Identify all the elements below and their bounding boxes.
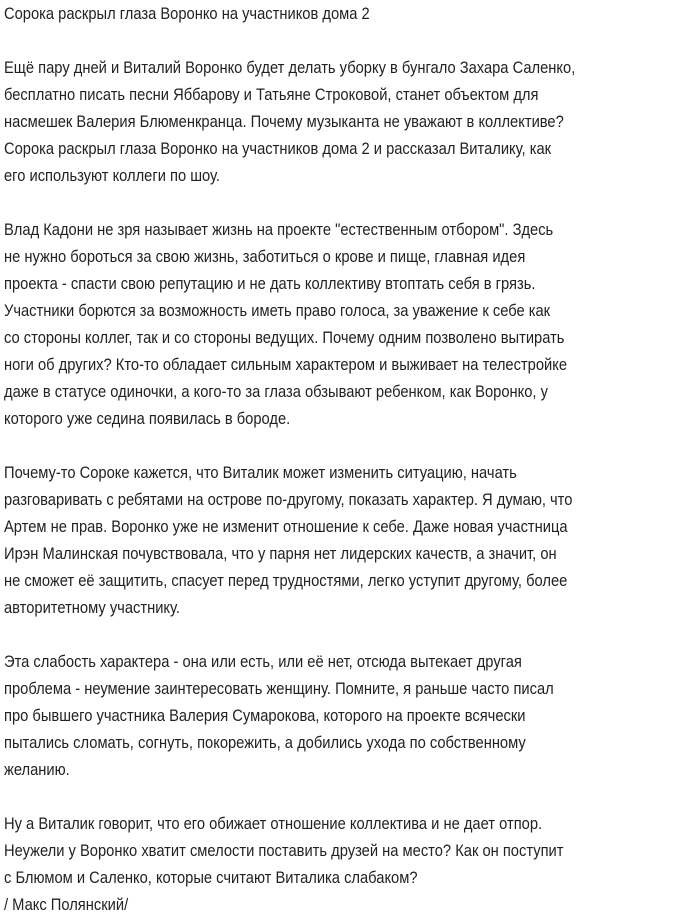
text-line: проекта - спасти свою репутацию и не дать коллективу втоптать себя в грязь. <box>4 274 536 293</box>
text-line: авторитетному участнику. <box>4 598 181 617</box>
text-line: Сорока раскрыл глаза Воронко на участников дома 2 и рассказал Виталику, как <box>4 139 552 158</box>
spacer <box>4 189 661 216</box>
text-line: Эта слабость характера - она или есть, или её нет, отсюда вытекает другая <box>4 652 522 671</box>
text-line: Участники борются за возможность иметь право голоса, за уважение к себе как <box>4 301 551 320</box>
text-line: со стороны коллег, так и со стороны ведущих. Почему одним позволено вытирать <box>4 328 565 347</box>
paragraph-4 <box>4 648 661 783</box>
text-line: даже в статусе одиночки, а кого-то за глаза обзывают ребенком, как Воронко, у <box>4 382 548 401</box>
article <box>4 0 661 918</box>
spacer <box>4 783 661 810</box>
text-line: про бывшего участника Валерия Сумарокова, которого на проекте всячески <box>4 706 526 725</box>
text-line: желанию. <box>4 760 70 779</box>
text-line: насмешек Валерия Блюменкранца. Почему музыканта не уважают в коллективе? <box>4 112 564 131</box>
spacer <box>4 432 661 459</box>
text-line: разговаривать с ребятами на острове по-другому, показать характер. Я думаю, что <box>4 490 573 509</box>
text-line: проблема - неумение заинтересовать женщину. Помните, я раньше часто писал <box>4 679 554 698</box>
text-line: ноги об других? Кто-то обладает сильным характером и выживает на телестройке <box>4 355 568 374</box>
text-line: Артем не прав. Воронко уже не изменит отношение к себе. Даже новая участница <box>4 517 568 536</box>
paragraph-1 <box>4 54 661 189</box>
paragraph-5 <box>4 810 661 918</box>
text-line: Ну а Виталик говорит, что его обижает отношение коллектива и не дает отпор. <box>4 814 543 833</box>
author-signature: / Макс Полянский/ <box>4 895 129 914</box>
text-line: его используют коллеги по шоу. <box>4 166 221 185</box>
spacer <box>4 27 661 54</box>
text-line: которого уже седина появилась в бороде. <box>4 409 291 428</box>
article-title: Сорока раскрыл глаза Воронко на участников дома 2 <box>4 4 370 23</box>
spacer <box>4 621 661 648</box>
text-line: не нужно бороться за свою жизнь, заботиться о крове и пище, главная идея <box>4 247 526 266</box>
text-line: Влад Кадони не зря называет жизнь на проекте "естественным отбором". Здесь <box>4 220 554 239</box>
text-line: бесплатно писать песни Яббарову и Татьяне Строковой, станет объектом для <box>4 85 539 104</box>
text-line: Неужели у Воронко хватит смелости поставить друзей на место? Как он поступит <box>4 841 564 860</box>
text-line: пытались сломать, согнуть, покорежить, а добились ухода по собственному <box>4 733 526 752</box>
paragraph-3 <box>4 459 661 621</box>
text-line: Ирэн Малинская почувствовала, что у парня нет лидерских качеств, а значит, он <box>4 544 557 563</box>
text-line: Почему-то Сороке кажется, что Виталик может изменить ситуацию, начать <box>4 463 517 482</box>
text-line: не сможет её защитить, спасует перед трудностями, легко уступит другому, более <box>4 571 568 590</box>
text-line: Ещё пару дней и Виталий Воронко будет делать уборку в бунгало Захара Саленко, <box>4 58 576 77</box>
text-line: с Блюмом и Саленко, которые считают Виталика слабаком? <box>4 868 418 887</box>
paragraph-2 <box>4 216 661 432</box>
